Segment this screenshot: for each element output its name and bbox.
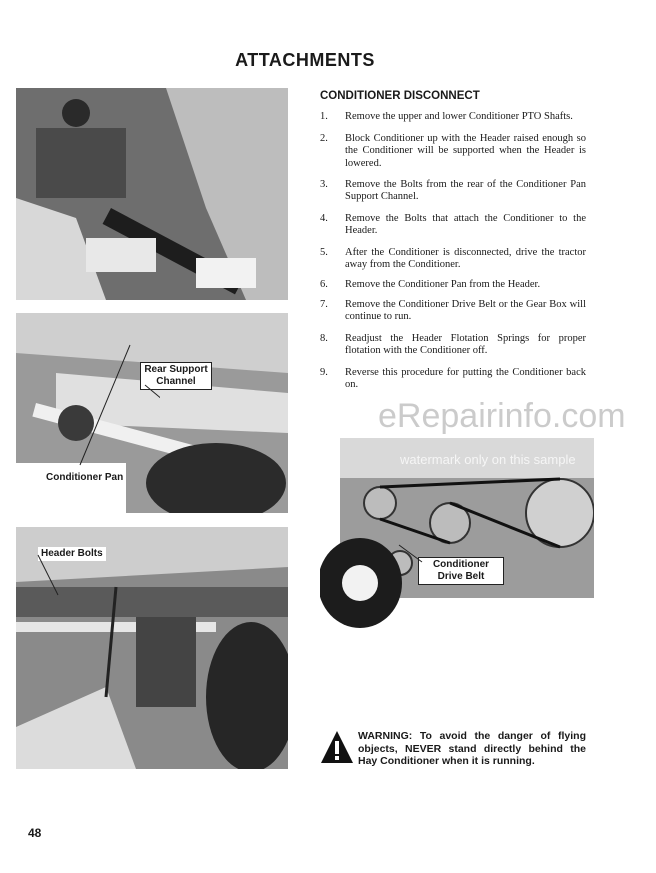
step-2: 2. Block Conditioner up with the Header raised enough so the Conditioner will be supported when the Header is lowered. <box>320 133 586 169</box>
warning-text: WARNING: To avoid the danger of flying objects, NEVER stand directly behind the Hay Conditioner when it is running. <box>358 730 586 767</box>
photo-pto-shafts <box>16 88 288 300</box>
step-8: 8. Readjust the Header Flotation Springs for proper flotation with the Conditioner off. <box>320 333 586 357</box>
caption-conditioner-pan: Conditioner Pan <box>46 472 124 483</box>
leader-line-fig3 <box>28 550 68 600</box>
section-heading: CONDITIONER DISCONNECT <box>320 90 480 102</box>
photo-pto-shafts-drawing <box>16 88 288 300</box>
step-1: 1. Remove the upper and lower Conditioner PTO Shafts. <box>320 111 573 122</box>
page-number: 48 <box>28 826 42 840</box>
step-5: 5. After the Conditioner is disconnected, drive the tractor away from the Conditioner. <box>320 247 586 271</box>
step-3: 3. Remove the Bolts from the rear of the Conditioner Pan Support Channel. <box>320 179 586 203</box>
step-7: 7. Remove the Conditioner Drive Belt or the Gear Box will continue to run. <box>320 299 586 323</box>
callout-conditioner-drive-belt: Conditioner Drive Belt <box>418 557 504 585</box>
watermark-note: watermark only on this sample <box>400 452 576 467</box>
steps-list <box>320 111 586 393</box>
leader-line-fig4 <box>394 540 434 570</box>
step-6: 6. Remove the Conditioner Pan from the Header. <box>320 279 541 290</box>
watermark-site: eRepairinfo.com <box>378 397 626 435</box>
callout-rear-support-channel: Rear Support Channel <box>140 362 212 390</box>
callout-header-bolts: Header Bolts <box>38 547 106 561</box>
warning-triangle-icon <box>320 730 354 764</box>
leader-lines-fig2 <box>60 340 160 480</box>
step-9: 9. Reverse this procedure for putting the Conditioner back on. <box>320 367 586 391</box>
step-4: 4. Remove the Bolts that attach the Conditioner to the Header. <box>320 213 586 237</box>
page-title: ATTACHMENTS <box>235 50 375 70</box>
